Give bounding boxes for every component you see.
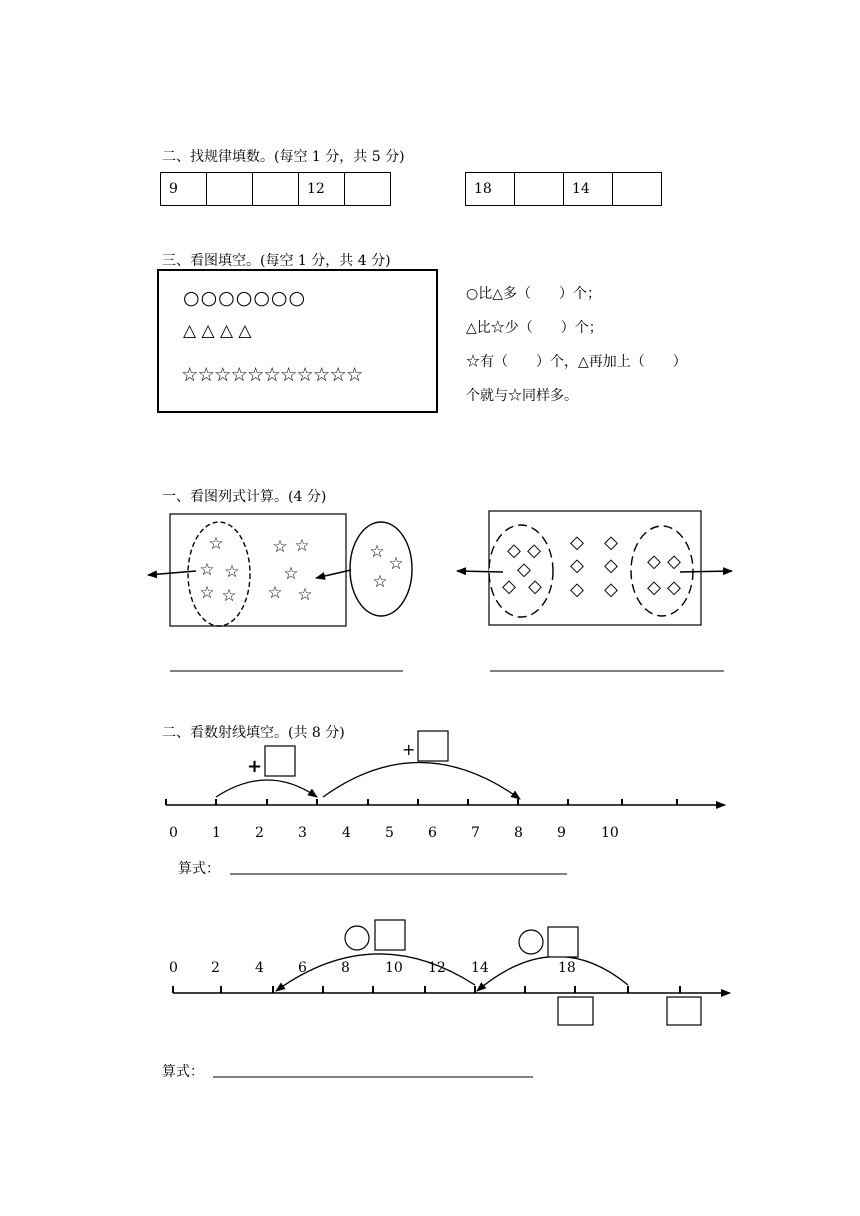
svg-text:☆: ☆	[208, 534, 224, 554]
svg-text:☆: ☆	[283, 564, 299, 584]
svg-text:◇: ◇	[570, 555, 584, 576]
svg-text:☆: ☆	[199, 560, 215, 580]
line1-label: 7	[471, 825, 480, 841]
picture-title: 三、看图填空。(每空 1 分，共 4 分)	[162, 253, 391, 269]
svg-text:◇: ◇	[502, 576, 516, 597]
calc-title: 一、看图列式计算。(4 分)	[162, 489, 327, 505]
svg-text:◇: ◇	[667, 551, 681, 572]
svg-text:☆: ☆	[267, 583, 283, 603]
pattern-cell[interactable]: 18	[466, 173, 515, 206]
line2-label: 14	[471, 960, 489, 976]
line1-label: 0	[169, 825, 178, 841]
line2-label: 0	[169, 960, 178, 976]
line1-label: 4	[342, 825, 351, 841]
plus-sign-1: +	[247, 756, 263, 777]
svg-text:◇: ◇	[570, 532, 584, 553]
triangles-row: △ △ △ △	[183, 321, 252, 341]
plus-sign-2: +	[402, 740, 416, 759]
svg-text:☆: ☆	[297, 585, 313, 605]
picture-question-2: △比☆少（ ）个；	[466, 320, 603, 336]
pattern-cell[interactable]: 14	[564, 173, 613, 206]
svg-text:◇: ◇	[570, 579, 584, 600]
picture-question-4: 个就与☆同样多。	[466, 388, 578, 404]
line2-label: 8	[341, 960, 350, 976]
line1-label: 10	[601, 825, 619, 841]
numberline-title: 二、看数射线填空。(共 8 分)	[162, 725, 345, 741]
calc-figure-2	[457, 511, 732, 625]
line1-label: 8	[514, 825, 523, 841]
line1-label: 3	[298, 825, 307, 841]
svg-text:◇: ◇	[604, 532, 618, 553]
line1-label: 1	[212, 825, 221, 841]
pattern-title: 二、找规律填数。(每空 1 分，共 5 分)	[162, 149, 405, 165]
picture-question-3: ☆有（ ）个，△再加上（ ）	[466, 354, 687, 370]
svg-text:☆: ☆	[388, 554, 404, 574]
line2-label: 6	[298, 960, 307, 976]
svg-text:☆: ☆	[199, 583, 215, 603]
line2-label: 2	[211, 960, 220, 976]
svg-text:☆: ☆	[224, 562, 240, 582]
line1-label: 9	[557, 825, 566, 841]
line2-label: 10	[385, 960, 403, 976]
line1-label: 5	[385, 825, 394, 841]
stars-row: ☆☆☆☆☆☆☆☆☆☆☆	[181, 363, 363, 386]
line1-label: 2	[255, 825, 264, 841]
svg-text:◇: ◇	[528, 576, 542, 597]
pattern-cell[interactable]: 12	[299, 173, 345, 206]
formula-label-1: 算式：	[178, 861, 220, 877]
svg-text:◇: ◇	[507, 540, 521, 561]
line2-label: 18	[558, 960, 576, 976]
calc-figure-1	[148, 514, 412, 626]
picture-question-1: ○比△多（ ）个；	[466, 286, 601, 302]
svg-text:◇: ◇	[647, 551, 661, 572]
formula-label-2: 算式：	[162, 1064, 204, 1080]
svg-text:◇: ◇	[517, 559, 531, 580]
svg-text:◇: ◇	[604, 579, 618, 600]
svg-text:◇: ◇	[604, 555, 618, 576]
svg-text:☆: ☆	[272, 537, 288, 557]
svg-text:☆: ☆	[294, 536, 310, 556]
svg-text:☆: ☆	[369, 542, 385, 562]
svg-text:☆: ☆	[372, 572, 388, 592]
circles-row: ○○○○○○○	[183, 287, 307, 309]
svg-text:☆: ☆	[221, 586, 237, 606]
line1-label: 6	[428, 825, 437, 841]
svg-text:◇: ◇	[647, 577, 661, 598]
line2-label: 12	[428, 960, 446, 976]
line2-label: 4	[255, 960, 264, 976]
pattern-cell[interactable]: 9	[161, 173, 207, 206]
svg-text:◇: ◇	[527, 540, 541, 561]
svg-text:◇: ◇	[667, 577, 681, 598]
